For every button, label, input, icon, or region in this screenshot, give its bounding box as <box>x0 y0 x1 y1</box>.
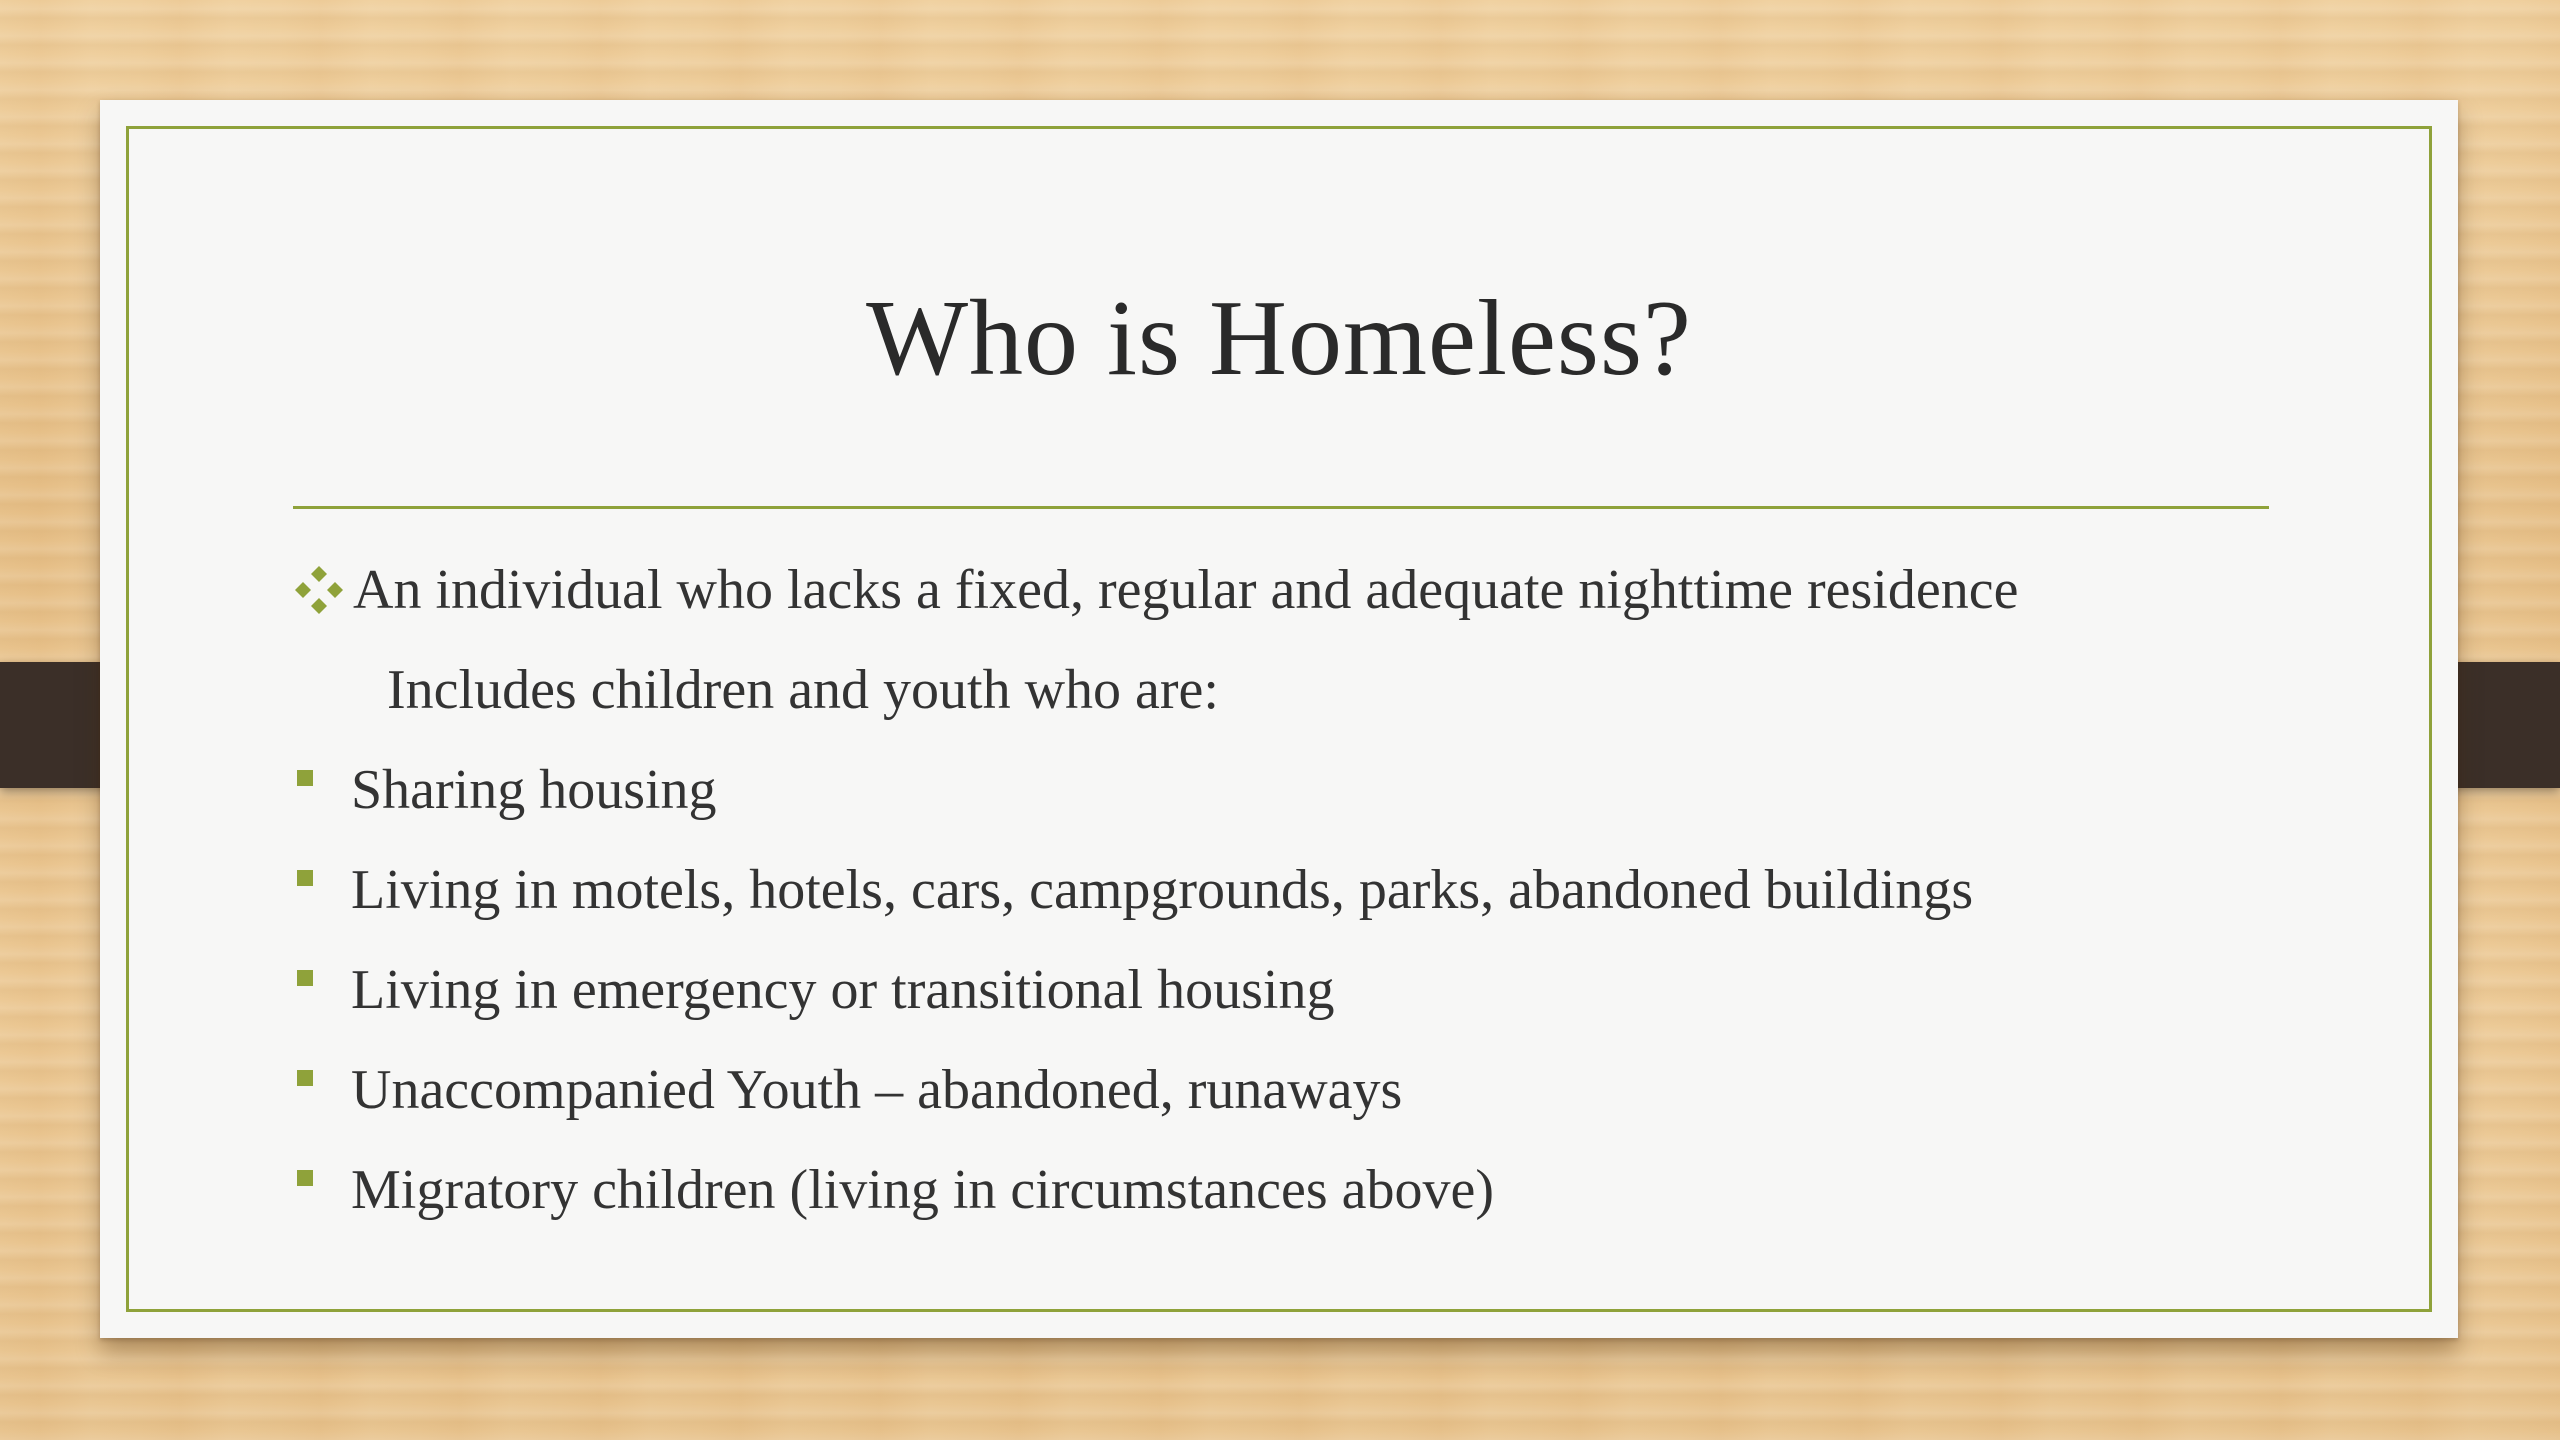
list-item-text: Unaccompanied Youth – abandoned, runaways <box>351 1059 1403 1121</box>
slide-card <box>100 100 2458 1338</box>
slide-body <box>293 540 2293 1240</box>
title-divider <box>293 506 2269 509</box>
square-bullet-icon <box>297 870 313 886</box>
list-item <box>293 740 2293 840</box>
four-diamond-bullet-icon <box>293 564 345 616</box>
list-item <box>293 1140 2293 1240</box>
list-item <box>293 940 2293 1040</box>
square-bullet-icon <box>297 970 313 986</box>
list-item-text: Living in emergency or transitional housing <box>351 959 1335 1021</box>
lead-bullet-line <box>293 540 2293 640</box>
square-bullet-icon <box>297 1170 313 1186</box>
square-bullet-icon <box>297 1070 313 1086</box>
list-item-text: Sharing housing <box>351 759 717 821</box>
subheading-line <box>293 640 2293 740</box>
subheading-text: Includes children and youth who are: <box>387 659 1219 721</box>
lead-text: An individual who lacks a fixed, regular and adequate nighttime residence <box>353 559 2019 621</box>
list-item <box>293 840 2293 940</box>
list-item-text: Living in motels, hotels, cars, campgrounds, parks, abandoned buildings <box>351 859 1974 921</box>
square-bullet-icon <box>297 770 313 786</box>
list-item-text: Migratory children (living in circumstances above) <box>351 1159 1494 1221</box>
slide-title: Who is Homeless? <box>866 279 1692 398</box>
list-item <box>293 1040 2293 1140</box>
